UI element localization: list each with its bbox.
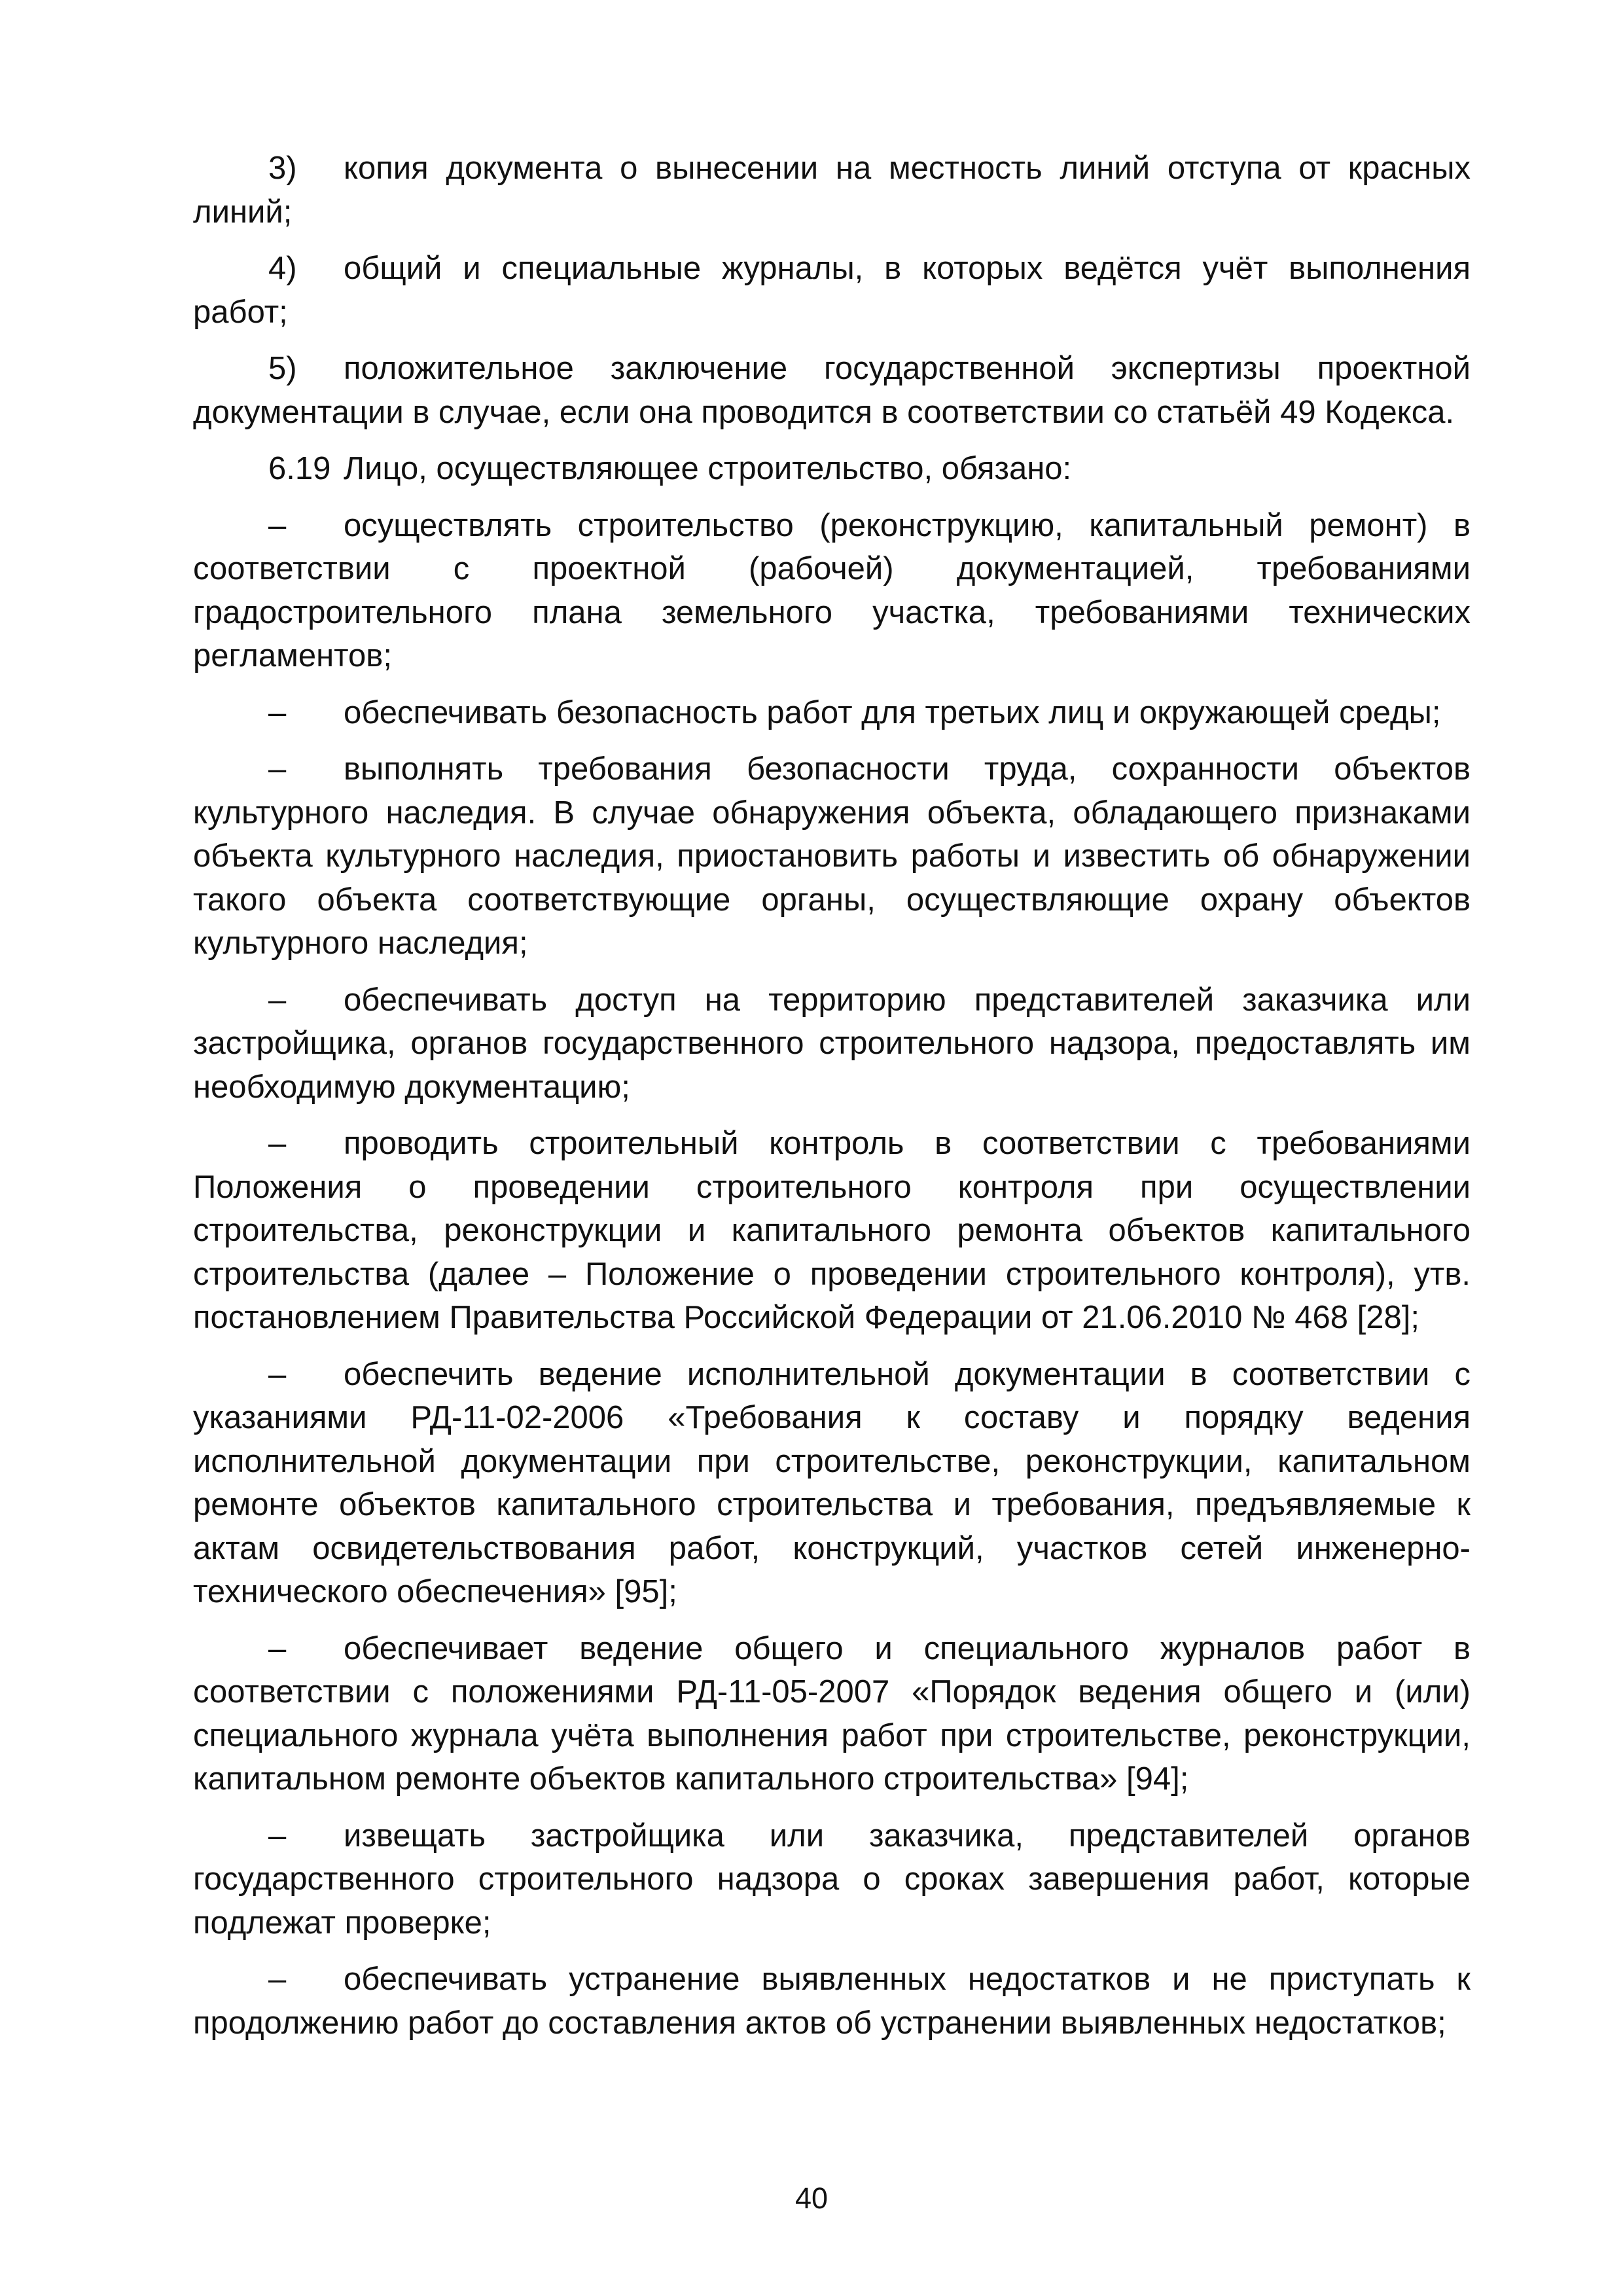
dash-marker: – — [268, 982, 287, 1018]
dash-marker: – — [268, 1818, 287, 1854]
list-item — [193, 1814, 1471, 1945]
item-text: выполнять требования безопасности труда, сохранности объектов культурного наследия. В случае обнаружения объекта, обладающего признаками объекта культурного наследия, приостановить работы и известить об обнаружении такого объекта соответствующие органы, осуществляющие охрану объектов культурного наследия; — [193, 751, 1471, 961]
list-item — [193, 1353, 1471, 1614]
dash-marker: – — [268, 1630, 287, 1666]
list-item — [193, 1958, 1471, 2045]
dash-marker: – — [268, 1356, 287, 1392]
list-item — [193, 747, 1471, 965]
item-marker: 3) — [268, 151, 297, 186]
list-item — [193, 978, 1471, 1109]
item-text: копия документа о вынесении на местность линий отступа от красных линий; — [193, 151, 1471, 230]
dash-marker: – — [268, 507, 287, 543]
item-text: осуществлять строительство (реконструкцию, капитальный ремонт) в соответствии с проектной (рабочей) документацией, требованиями градостроительного плана земельного участка, требованиями технических регламентов; — [193, 507, 1471, 673]
list-item — [193, 147, 1471, 234]
list-item — [193, 691, 1471, 735]
section-heading — [193, 447, 1471, 491]
item-text: обеспечивает ведение общего и специального журналов работ в соответствии с положениями РД-11-05-2007 «Порядок ведения общего и (или) специального журнала учёта выполнения работ при строительстве, реконструкции, капитальном ремонте объектов капитального строительства» [94]; — [193, 1630, 1471, 1797]
list-item — [193, 247, 1471, 334]
section-number: 6.19 — [268, 451, 331, 486]
item-text: общий и специальные журналы, в которых ведётся учёт выполнения работ; — [193, 251, 1471, 330]
list-item — [193, 1627, 1471, 1801]
list-item — [193, 504, 1471, 678]
item-text: обеспечить ведение исполнительной документации в соответствии с указаниями РД-11-02-2006 «Требования к составу и порядку ведения исполнительной документации при строительстве, реконструкции, капитальном ремонте объектов капитального строительства и требования, предъявляемые к актам освидетельствования работ, конструкций, участков сетей инженерно-технического обеспечения» [95]; — [193, 1356, 1471, 1609]
dash-marker: – — [268, 1126, 287, 1161]
list-item — [193, 347, 1471, 434]
item-text: обеспечивать устранение выявленных недостатков и не приступать к продолжению работ до составления актов об устранении выявленных недостатков; — [193, 1962, 1471, 2041]
dash-marker: – — [268, 751, 287, 787]
dash-marker: – — [268, 694, 287, 730]
item-text: проводить строительный контроль в соответствии с требованиями Положения о проведении строительного контроля при осуществлении строительства, реконструкции и капитального ремонта объектов капитального строительства (далее – Положение о проведении строительного контроля), утв. постановлением Правительства Российской Федерации от 21.06.2010 № 468 [28]; — [193, 1126, 1471, 1335]
list-item — [193, 1122, 1471, 1340]
item-marker: 5) — [268, 351, 297, 386]
item-text: извещать застройщика или заказчика, представителей органов государственного строительного надзора о сроках завершения работ, которые подлежат проверке; — [193, 1818, 1471, 1941]
dash-marker: – — [268, 1962, 287, 1997]
document-body — [193, 147, 1471, 2058]
item-text: обеспечивать доступ на территорию представителей заказчика или застройщика, органов государственного строительного надзора, предоставлять им необходимую документацию; — [193, 982, 1471, 1105]
item-text: обеспечивать безопасность работ для третьих лиц и окружающей среды; — [344, 694, 1441, 730]
item-text: положительное заключение государственной экспертизы проектной документации в случае, если она проводится в соответствии со статьёй 49 Кодекса. — [193, 351, 1471, 430]
item-marker: 4) — [268, 251, 297, 286]
page-number: 40 — [794, 2181, 829, 2215]
section-text: Лицо, осуществляющее строительство, обязано: — [344, 451, 1072, 486]
